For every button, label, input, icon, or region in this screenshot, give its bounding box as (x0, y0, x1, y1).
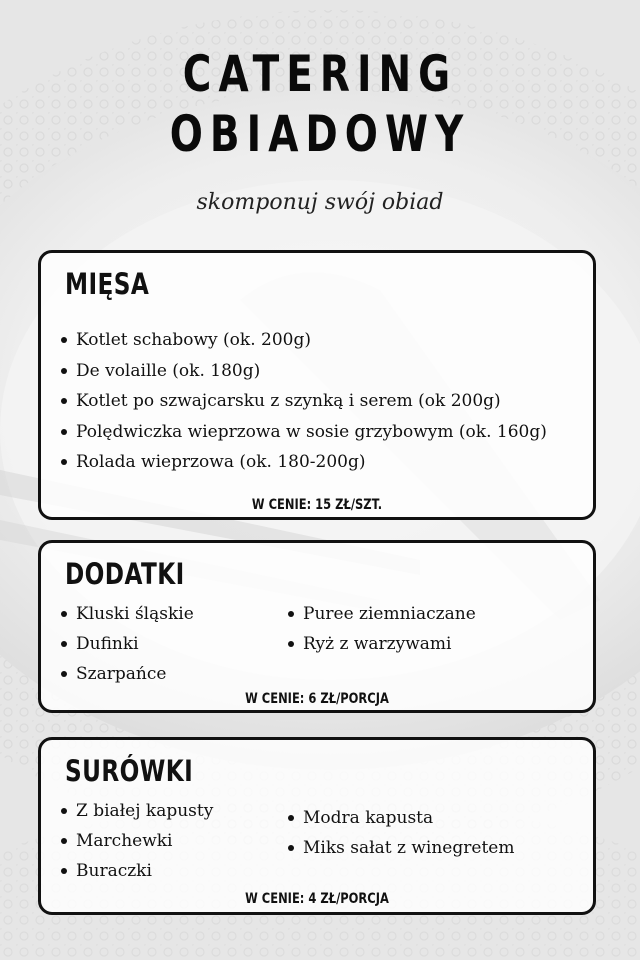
list-item: Kotlet po szwajcarsku z szynką i serem (ok 200g) (61, 386, 547, 417)
section-card-surowki (38, 737, 596, 915)
list-item: Kotlet schabowy (ok. 200g) (61, 325, 547, 356)
list-item: Dufinki (61, 629, 194, 659)
sides-list-right (288, 599, 476, 659)
section-card-miesa (38, 250, 596, 520)
price-dodatki: W CENIE: 6 ZŁ/PORCJA (245, 691, 389, 707)
price-miesa: W CENIE: 15 ZŁ/SZT. (251, 497, 383, 513)
list-item: Kluski śląskie (61, 599, 194, 629)
list-item: De volaille (ok. 180g) (61, 356, 547, 387)
section-title-dodatki: DODATKI (65, 557, 185, 591)
list-item: Buraczki (61, 856, 213, 886)
section-title-surowki: SURÓWKI (65, 754, 194, 788)
salads-list-right (288, 803, 514, 863)
meat-list (61, 325, 547, 478)
list-item: Puree ziemniaczane (288, 599, 476, 629)
salads-list-left (61, 796, 213, 886)
page-title-line2: OBIADOWY (169, 105, 471, 163)
section-card-dodatki (38, 540, 596, 713)
list-item: Modra kapusta (288, 803, 514, 833)
sides-list-left (61, 599, 194, 689)
page-subtitle: skomponuj swój obiad (196, 190, 444, 215)
list-item: Marchewki (61, 826, 213, 856)
list-item: Polędwiczka wieprzowa w sosie grzybowym (ok. 160g) (61, 417, 547, 448)
list-item: Ryż z warzywami (288, 629, 476, 659)
list-item: Rolada wieprzowa (ok. 180-200g) (61, 447, 547, 478)
list-item: Miks sałat z winegretem (288, 833, 514, 863)
list-item: Z białej kapusty (61, 796, 213, 826)
page-title-line1: CATERING (182, 45, 458, 103)
list-item: Szarpańce (61, 659, 194, 689)
price-surowki: W CENIE: 4 ZŁ/PORCJA (245, 891, 389, 907)
section-title-miesa: MIĘSA (65, 267, 150, 301)
